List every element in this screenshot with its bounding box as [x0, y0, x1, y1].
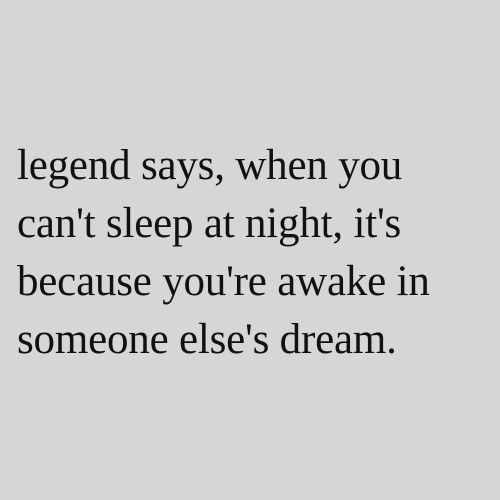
quote-line-1: legend says, when you: [17, 142, 403, 189]
quote-text: [17, 137, 497, 369]
quote-line-2: can't sleep at night, it's: [17, 200, 402, 247]
quote-line-3: because you're awake in: [17, 258, 430, 305]
quote-line-4: someone else's dream.: [17, 316, 397, 363]
